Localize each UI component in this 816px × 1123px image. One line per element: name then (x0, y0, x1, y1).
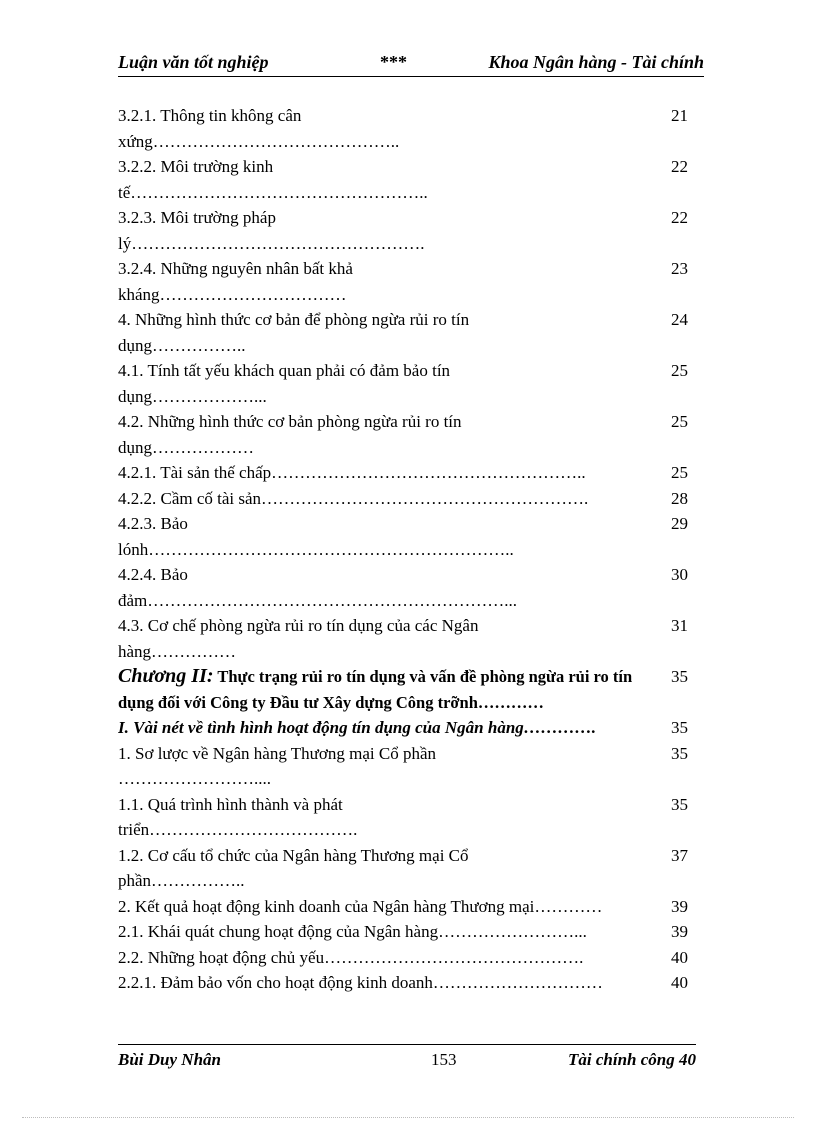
toc-entry-text: 4.1. Tính tất yếu khách quan phải có đảm bảo tín dụng………………... (118, 361, 451, 406)
toc-entry-text: 3.2.2. Môi trường kinh tế…………………………………………….. (118, 157, 428, 202)
page-edge-divider (22, 1117, 794, 1118)
toc-entry (118, 358, 688, 409)
toc-entry (118, 562, 688, 613)
toc-entry-page: 21 (671, 106, 688, 125)
toc-entry (118, 154, 688, 205)
header-faculty: Khoa Ngân hàng - Tài chính (488, 52, 704, 72)
toc-entry (118, 460, 688, 486)
toc-entry (118, 256, 688, 307)
toc-entry-page: 35 (671, 667, 688, 686)
toc-entry-text: 2.1. Khái quát chung hoạt động của Ngân hàng……………………... (118, 922, 587, 941)
toc-entry-page: 23 (671, 259, 688, 278)
toc-entry-text: 2.2. Những hoạt động chủ yếu………………………………………. (118, 947, 584, 967)
toc-entry-text: 1.1. Quá trình hình thành và phát triển………………………………. (118, 794, 358, 839)
toc-entry-page: 22 (671, 208, 688, 227)
toc-entry-text: 3.2.3. Môi trường pháp lý……………………………………………. (118, 208, 425, 253)
toc-entry (118, 613, 688, 664)
toc-entry-page: 24 (671, 310, 688, 329)
toc-entry (118, 945, 688, 971)
header-separator: *** (380, 52, 407, 72)
page-header (118, 50, 704, 77)
chapter-label: Chương II: (118, 665, 214, 687)
toc-entry-page: 30 (671, 565, 688, 584)
toc-chapter-entry (118, 664, 688, 715)
toc-entry (118, 894, 688, 920)
toc-entry-text: 1. Sơ lược về Ngân hàng Thương mại Cổ phần …………………….... (118, 743, 436, 788)
toc-entry (118, 103, 688, 154)
toc-entry-text: 4.2.1. Tài sản thế chấp……………………………………………….. (118, 463, 586, 482)
toc-entry-page: 35 (671, 743, 688, 763)
header-thesis-title: Luận văn tốt nghiệp (118, 52, 269, 72)
footer-author: Bùi Duy Nhân (118, 1050, 221, 1069)
toc-entry-page: 40 (671, 973, 688, 992)
chapter-title: Thực trạng rủi ro tín dụng và vấn đề phòng ngừa rủi ro tín dụng đối với Công ty Đầu tư Xây dựng Công trỡnh………… (118, 667, 633, 712)
footer-class: Tài chính công 40 (568, 1050, 696, 1069)
toc-entry-page: 25 (671, 463, 688, 482)
toc-entry (118, 843, 688, 894)
table-of-contents (118, 103, 688, 996)
toc-entry-page: 25 (671, 361, 688, 380)
toc-entry (118, 511, 688, 562)
toc-chapter-text (118, 664, 653, 715)
toc-entry-text: 4.2.3. Bảo lónh……………………………………………………….. (118, 514, 514, 559)
footer-page-number: 153 (431, 1050, 457, 1069)
toc-entry (118, 409, 688, 460)
toc-entry-page: 29 (671, 514, 688, 533)
toc-entry (118, 307, 688, 358)
page-footer (118, 1044, 696, 1075)
toc-entry (118, 741, 688, 792)
toc-entry-text: 4. Những hình thức cơ bản để phòng ngừa rủi ro tín dụng…………….. (118, 310, 470, 355)
toc-entry-page: 39 (671, 922, 688, 941)
toc-entry-page: 35 (671, 794, 688, 814)
toc-entry-page: 28 (671, 488, 688, 508)
toc-entry-text: 4.2. Những hình thức cơ bản phòng ngừa rủi ro tín dụng……………… (118, 412, 462, 457)
toc-entry-page: 25 (671, 412, 688, 431)
toc-section-entry (118, 715, 688, 741)
toc-entry-page: 35 (671, 718, 688, 737)
toc-entry-text: 4.2.2. Cầm cố tài sản…………………………………………………. (118, 488, 589, 508)
toc-entry-text: I. Vài nét về tình hình hoạt động tín dụng của Ngân hàng…………. (118, 718, 597, 737)
toc-entry-text: 2.2.1. Đảm bảo vốn cho hoạt động kinh doanh………………………… (118, 973, 603, 992)
toc-entry-text: 4.3. Cơ chế phòng ngừa rủi ro tín dụng của các Ngân hàng…………… (118, 616, 479, 661)
toc-entry (118, 970, 688, 996)
toc-entry (118, 205, 688, 256)
toc-entry-text: 4.2.4. Bảo đảm………………………………………………………... (118, 565, 518, 610)
toc-entry (118, 486, 688, 512)
toc-entry-text: 3.2.1. Thông tin không cân xứng…………………………………….. (118, 106, 400, 151)
toc-entry-page: 39 (671, 896, 688, 916)
toc-entry-page: 22 (671, 157, 688, 176)
toc-entry (118, 792, 688, 843)
toc-entry-page: 31 (671, 616, 688, 635)
toc-entry-page: 37 (671, 845, 688, 865)
toc-entry-text: 3.2.4. Những nguyên nhân bất khả kháng…………………………… (118, 259, 353, 304)
toc-entry-page: 40 (671, 947, 688, 967)
toc-entry-text: 1.2. Cơ cấu tổ chức của Ngân hàng Thương mại Cổ phần…………….. (118, 845, 469, 890)
toc-entry-text: 2. Kết quả hoạt động kinh doanh của Ngân hàng Thương mại………… (118, 896, 603, 916)
toc-entry (118, 919, 688, 945)
